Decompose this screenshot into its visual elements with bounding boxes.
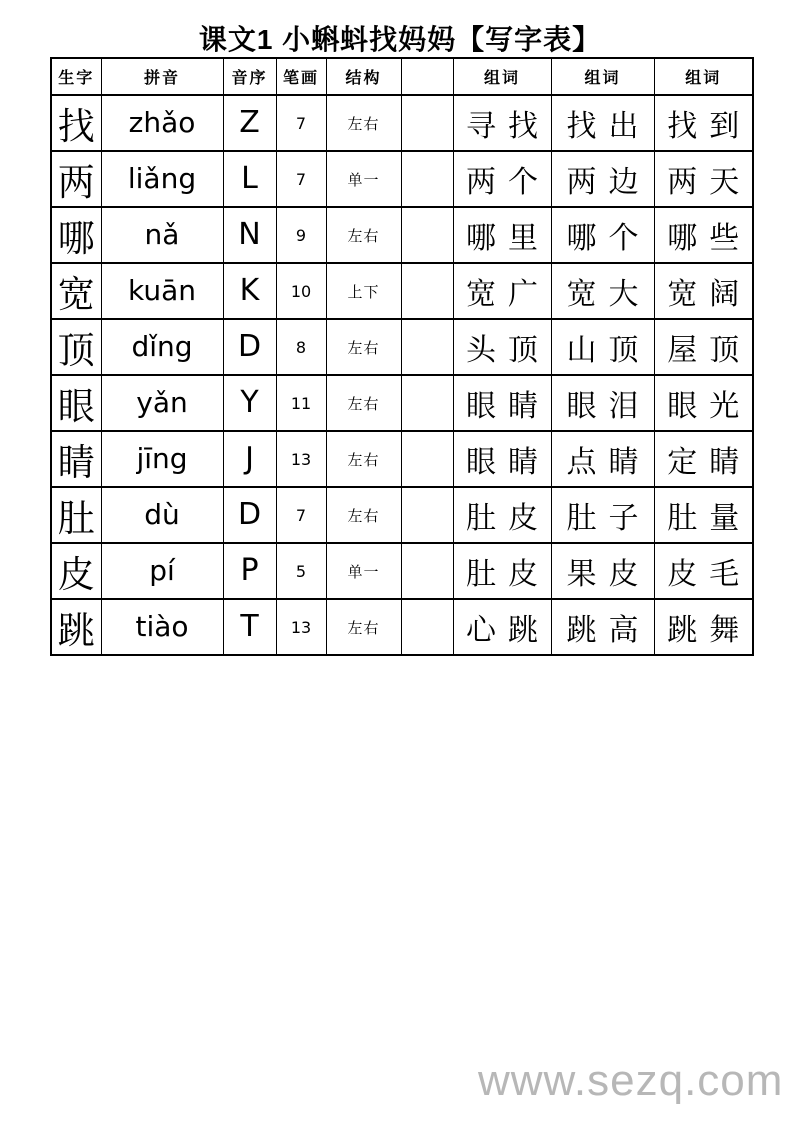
blank-cell: [401, 263, 453, 319]
pinyin-text: zhǎo: [128, 105, 196, 139]
hanzi-cell: 哪: [51, 207, 101, 263]
yinxu-cell: [223, 543, 276, 599]
strokes-cell: 11: [276, 375, 326, 431]
word-cell: 肚子: [551, 487, 654, 543]
header-zuci-3: 组词: [654, 58, 753, 95]
hanzi-cell: 两: [51, 151, 101, 207]
word-cell: 眼睛: [453, 375, 551, 431]
word-cell: 两天: [654, 151, 753, 207]
pinyin-text: dǐng: [131, 329, 193, 363]
structure-cell: 左右: [326, 95, 401, 151]
word-cell: 心跳: [453, 599, 551, 655]
yinxu-letter: T: [240, 608, 259, 644]
strokes-cell: 9: [276, 207, 326, 263]
header-zuci-2: 组词: [551, 58, 654, 95]
word-cell: 肚皮: [453, 487, 551, 543]
hanzi-cell: 跳: [51, 599, 101, 655]
word-cell: 点睛: [551, 431, 654, 487]
strokes-cell: 7: [276, 151, 326, 207]
yinxu-cell: [223, 263, 276, 319]
pinyin-text: jīng: [136, 441, 188, 475]
word-cell: 两个: [453, 151, 551, 207]
word-cell: 肚皮: [453, 543, 551, 599]
yinxu-letter: L: [241, 160, 258, 196]
pinyin-cell: [101, 151, 223, 207]
pinyin-cell: [101, 263, 223, 319]
yinxu-cell: [223, 151, 276, 207]
pinyin-text: nǎ: [144, 217, 180, 251]
blank-cell: [401, 431, 453, 487]
table-row: [51, 487, 753, 543]
yinxu-letter: J: [245, 440, 254, 476]
writing-table: [50, 57, 754, 656]
header-bihua: 笔画: [276, 58, 326, 95]
blank-cell: [401, 151, 453, 207]
header-shengzi: 生字: [51, 58, 101, 95]
yinxu-cell: [223, 431, 276, 487]
blank-cell: [401, 319, 453, 375]
blank-cell: [401, 375, 453, 431]
pinyin-cell: [101, 543, 223, 599]
strokes-cell: 8: [276, 319, 326, 375]
word-cell: 两边: [551, 151, 654, 207]
structure-cell: 左右: [326, 599, 401, 655]
pinyin-text: pí: [149, 553, 175, 587]
word-cell: 定睛: [654, 431, 753, 487]
yinxu-letter: Z: [239, 104, 260, 140]
strokes-cell: 13: [276, 599, 326, 655]
word-cell: 头顶: [453, 319, 551, 375]
hanzi-cell: 皮: [51, 543, 101, 599]
word-cell: 眼泪: [551, 375, 654, 431]
word-cell: 山顶: [551, 319, 654, 375]
strokes-cell: 7: [276, 95, 326, 151]
word-cell: 皮毛: [654, 543, 753, 599]
hanzi-cell: 睛: [51, 431, 101, 487]
table-row: [51, 599, 753, 655]
word-cell: 果皮: [551, 543, 654, 599]
structure-cell: 上下: [326, 263, 401, 319]
pinyin-cell: [101, 207, 223, 263]
structure-cell: 单一: [326, 151, 401, 207]
pinyin-cell: [101, 431, 223, 487]
structure-cell: 左右: [326, 207, 401, 263]
pinyin-text: yǎn: [136, 385, 188, 419]
table-row: [51, 543, 753, 599]
blank-cell: [401, 543, 453, 599]
header-pinyin: 拼音: [101, 58, 223, 95]
pinyin-text: dù: [144, 497, 180, 531]
word-cell: 找出: [551, 95, 654, 151]
yinxu-letter: P: [240, 552, 259, 588]
word-cell: 哪里: [453, 207, 551, 263]
word-cell: 跳高: [551, 599, 654, 655]
header-zuci-1: 组词: [453, 58, 551, 95]
yinxu-letter: K: [239, 272, 260, 308]
pinyin-cell: [101, 95, 223, 151]
word-cell: 宽大: [551, 263, 654, 319]
table-row: [51, 431, 753, 487]
strokes-cell: 5: [276, 543, 326, 599]
hanzi-cell: 眼: [51, 375, 101, 431]
word-cell: 寻找: [453, 95, 551, 151]
hanzi-cell: 找: [51, 95, 101, 151]
pinyin-cell: [101, 599, 223, 655]
hanzi-cell: 顶: [51, 319, 101, 375]
yinxu-cell: [223, 487, 276, 543]
word-cell: 眼光: [654, 375, 753, 431]
structure-cell: 单一: [326, 543, 401, 599]
blank-cell: [401, 599, 453, 655]
header-yinxu: 音序: [223, 58, 276, 95]
word-cell: 屋顶: [654, 319, 753, 375]
pinyin-cell: [101, 319, 223, 375]
hanzi-cell: 肚: [51, 487, 101, 543]
table-row: [51, 151, 753, 207]
yinxu-cell: [223, 207, 276, 263]
word-cell: 找到: [654, 95, 753, 151]
yinxu-cell: [223, 375, 276, 431]
header-row: [51, 58, 753, 95]
strokes-cell: 13: [276, 431, 326, 487]
yinxu-cell: [223, 319, 276, 375]
yinxu-cell: [223, 599, 276, 655]
watermark: www.sezq.com: [478, 1056, 784, 1105]
strokes-cell: 7: [276, 487, 326, 543]
page-title: 课文1 小蝌蚪找妈妈【写字表】: [198, 24, 602, 55]
table-row: [51, 319, 753, 375]
yinxu-cell: [223, 95, 276, 151]
word-cell: 哪些: [654, 207, 753, 263]
word-cell: 跳舞: [654, 599, 753, 655]
table-row: [51, 207, 753, 263]
yinxu-letter: D: [237, 496, 262, 532]
pinyin-text: liǎng: [127, 161, 197, 195]
pinyin-text: tiào: [135, 609, 189, 643]
structure-cell: 左右: [326, 487, 401, 543]
yinxu-letter: Y: [240, 384, 259, 420]
header-blank: [401, 58, 453, 95]
yinxu-letter: D: [237, 328, 262, 364]
word-cell: 宽广: [453, 263, 551, 319]
word-cell: 哪个: [551, 207, 654, 263]
pinyin-cell: [101, 487, 223, 543]
word-cell: 眼睛: [453, 431, 551, 487]
blank-cell: [401, 207, 453, 263]
table-row: [51, 375, 753, 431]
structure-cell: 左右: [326, 431, 401, 487]
structure-cell: 左右: [326, 375, 401, 431]
blank-cell: [401, 95, 453, 151]
word-cell: 肚量: [654, 487, 753, 543]
word-cell: 宽阔: [654, 263, 753, 319]
strokes-cell: 10: [276, 263, 326, 319]
hanzi-cell: 宽: [51, 263, 101, 319]
structure-cell: 左右: [326, 319, 401, 375]
blank-cell: [401, 487, 453, 543]
header-jiegou: 结构: [326, 58, 401, 95]
pinyin-cell: [101, 375, 223, 431]
table-row: [51, 263, 753, 319]
yinxu-letter: N: [238, 216, 261, 252]
table-row: [51, 95, 753, 151]
pinyin-text: kuān: [127, 273, 196, 307]
